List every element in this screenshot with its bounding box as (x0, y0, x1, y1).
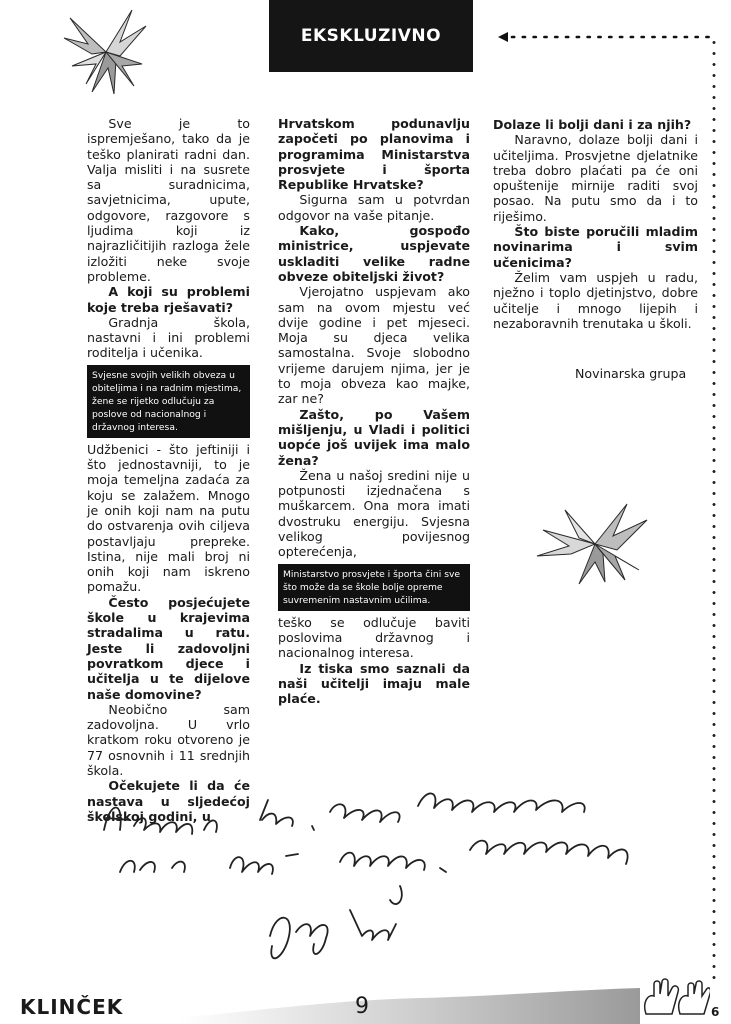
section-banner (269, 0, 473, 72)
interview-question: Često posjećujete škole u krajevima stradalima u ratu. Jeste li zadovoljni povratkom djece i učitelja u te dijelove naše domovine? (87, 594, 250, 702)
interview-paragraph: Naravno, dolaze bolji dani i učiteljima. Prosvjetne djelatnike treba dobro plaćati pa će oni opuštenije mirnije raditi svoj posao. Na putu smo da i to riješimo. (493, 132, 698, 224)
interview-paragraph: Sigurna sam u potvrdan odgovor na vaše pitanje. (278, 192, 470, 223)
article-column-1 (87, 116, 250, 824)
interview-paragraph: Gradnja škola, nastavni i ini problemi roditelja i učenika. (87, 314, 250, 361)
section-title: EKSKLUZIVNO (300, 26, 442, 46)
interview-paragraph: Udžbenici - što jeftiniji i što jednostavniji, to je moja temeljna zadaća za koju se zalažem. Mnogo je onih koji nam na putu do ostvarenja ovih ciljeva postavljaju prepreke. Istina, nije mali broj ni onih koji nam iskreno pomažu. (87, 441, 250, 595)
star-leaf-icon (62, 4, 150, 96)
pull-quote: Svjesne svojih velikih obveza u obiteljima i na radnim mjestima, žene se rijetko odlučuju za poslove od nacionalnog i državnog interesa. (87, 365, 250, 438)
dotted-border (712, 37, 716, 987)
page-number: 9 (355, 994, 369, 1019)
interview-question: Kako, gospođo ministrice, uspjevate uskladiti velike radne obveze obiteljski život? (278, 223, 470, 284)
dotted-arrow (498, 32, 716, 42)
star-leaf-icon (535, 500, 650, 585)
interview-question: Što biste poručili mladim novinarima i svim učenicima? (493, 224, 698, 270)
interview-question: Zašto, po Vašem mišljenju, u Vladi i politici uopće još uvijek ima malo žena? (278, 406, 470, 468)
corner-page-mark: 6 (711, 1005, 720, 1019)
interview-question: Očekujete li da će nastava u sljedećoj školskoj godini, u (87, 778, 250, 824)
interview-question: Hrvatskom podunavlju započeti po planovima i programima Ministarstva prosvjete i športa Republike Hrvatske? (278, 116, 470, 193)
handwritten-signature (100, 760, 660, 980)
interview-paragraph: Sve je to ispremješano, tako da je teško planirati radni dan. Valja misliti i na susrete sa suradnicima, savjetnicima, upute, odgovore, razgovore s ljudima koji iz najrazličitijih razloga žele izložiti neke svoje probleme. (87, 116, 250, 284)
hands-icon (640, 978, 710, 1018)
interview-paragraph: Žena u našoj sredini nije u potpunosti izjednačena s muškarcem. Ona mora imati dvostruku energiju. Svjesna velikog povijesnog opterećenja, (278, 467, 470, 560)
interview-question: Iz tiska smo saznali da naši učitelji imaju male plaće. (278, 660, 470, 707)
magazine-logo: KLINČEK (20, 995, 124, 1019)
footer-decoration (180, 988, 640, 1024)
article-column-3 (493, 117, 698, 331)
interview-paragraph: Neobično sam zadovoljna. U vrlo kratkom roku otvoreno je 77 osnovnih i 11 srednjih škola. (87, 701, 250, 778)
interview-question: A koji su problemi koje treba rješavati? (87, 284, 250, 315)
article-column-2 (278, 116, 470, 706)
interview-paragraph: Želim vam uspjeh u radu, nježno i toplo djetinjstvo, dobre učitelje i mnogo lijepih i nezaboravnih trenutaka u školi. (493, 269, 698, 331)
pull-quote: Ministarstvo prosvjete i športa čini sve što može da se škole bolje opreme suvremenim nastavnim učilima. (278, 564, 470, 611)
byline: Novinarska grupa (575, 366, 687, 381)
interview-question: Dolaze li bolji dani i za njih? (493, 117, 692, 132)
interview-paragraph: teško se odlučuje baviti poslovima državnog i nacionalnog interesa. (278, 614, 470, 661)
interview-paragraph: Vjerojatno uspjevam ako sam na ovom mjestu već dvije godine i pet mjeseci. Moja su djeca velika samostalna. Svoje slobodno vrijeme darujem njima, jer je to moja obveza kao majke, zar ne? (278, 284, 470, 407)
